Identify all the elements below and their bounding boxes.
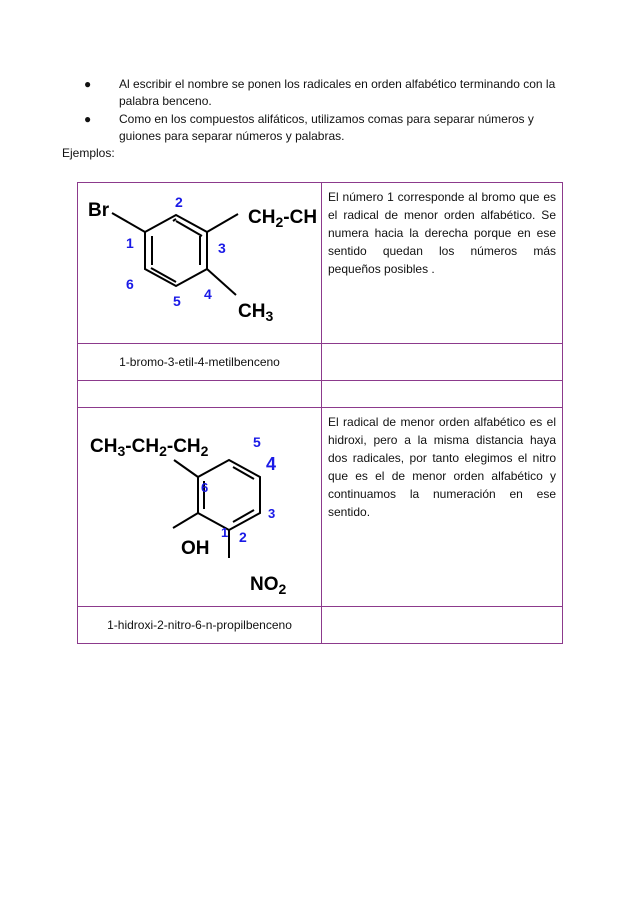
examples-table: [77, 182, 563, 644]
substituent-propyl: CH3-CH2-CH2: [90, 436, 209, 460]
description-cell-2: [322, 408, 563, 607]
substituent-methyl: CH3: [238, 301, 274, 325]
locant-6: 6: [201, 480, 209, 495]
description-1: El número 1 corresponde al bromo que es el radical de menor orden alfabético. Se numera hacia la derecha porque en ese sentido quedan los números más pequeños posibles .: [328, 190, 556, 276]
benzene-structure-2: [78, 408, 321, 601]
locant-2: 2: [239, 529, 247, 545]
locant-3: 3: [268, 506, 276, 521]
description-2: El radical de menor orden alfabético es el hidroxi, pero a la misma distancia haya dos radicales, por tanto elegimos el nitro que es el de menor orden alfabético y continuamos la numeración en ese sentido.: [328, 415, 556, 519]
structure-cell-2: [78, 408, 322, 607]
bullet-icon: ●: [84, 77, 92, 91]
locant-5: 5: [173, 293, 181, 309]
locant-4: 4: [204, 286, 212, 302]
rules-list: [82, 76, 572, 146]
substituent-ethyl: CH2-CH: [248, 207, 318, 231]
spacer-cell: [322, 381, 563, 408]
locant-4: 4: [266, 454, 277, 474]
benzene-structure-1: [78, 183, 321, 338]
empty-cell: [322, 344, 563, 381]
compound-name-1: 1-bromo-3-etil-4-metilbenceno: [78, 344, 322, 381]
spacer-cell: [78, 381, 322, 408]
substituent-br: Br: [88, 200, 110, 221]
substituent-nitro: NO2: [250, 574, 287, 598]
locant-6: 6: [126, 276, 134, 292]
locant-5: 5: [253, 434, 261, 450]
locant-2: 2: [175, 194, 183, 210]
bullet-icon: ●: [84, 112, 92, 126]
locant-3: 3: [218, 240, 226, 256]
rule-item: [82, 111, 572, 145]
locant-1: 1: [221, 525, 229, 540]
description-cell-1: [322, 183, 563, 344]
rule-text: Como en los compuestos alifáticos, utilizamos comas para separar números y guiones para separar números y palabras.: [119, 112, 534, 143]
locant-1: 1: [126, 235, 134, 251]
substituent-hydroxy: OH: [181, 538, 210, 559]
examples-heading: Ejemplos:: [62, 146, 115, 160]
empty-cell: [322, 607, 563, 644]
rule-text: Al escribir el nombre se ponen los radicales en orden alfabético terminando con la palabra benceno.: [119, 77, 556, 108]
compound-name-2: 1-hidroxi-2-nitro-6-n-propilbenceno: [78, 607, 322, 644]
rule-item: [82, 76, 572, 110]
structure-cell-1: [78, 183, 322, 344]
